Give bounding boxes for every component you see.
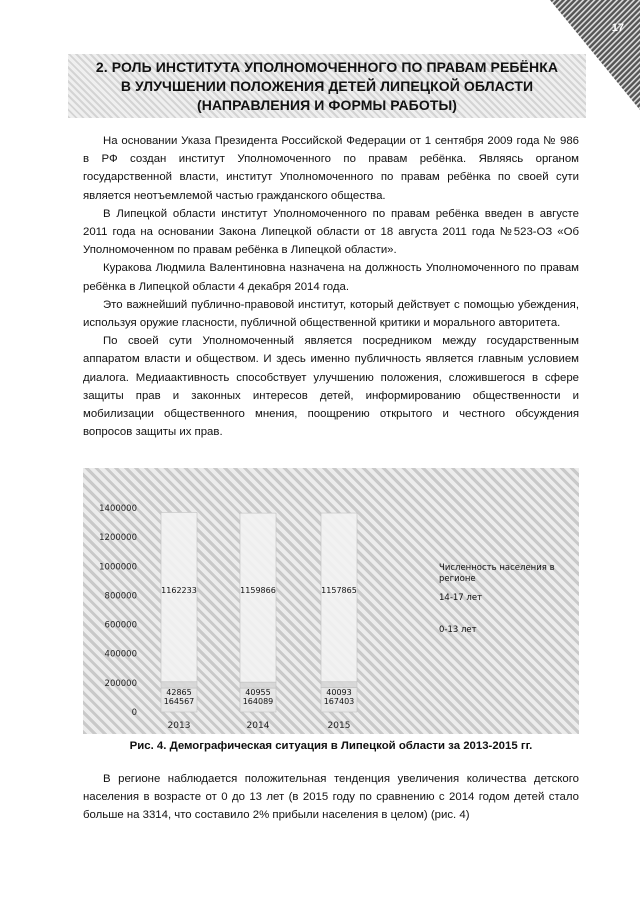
y-tick-label: 1200000	[99, 533, 137, 544]
y-tick-label: 400000	[104, 649, 137, 660]
y-tick-label: 600000	[104, 620, 137, 631]
title-line: В УЛУЧШЕНИИ ПОЛОЖЕНИЯ ДЕТЕЙ ЛИПЕЦКОЙ ОБЛАСТИ	[120, 77, 534, 94]
body-text-after	[83, 770, 579, 825]
y-tick-label: 200000	[104, 678, 137, 689]
paragraph: Это важнейший публично-правовой институт, который действует с помощью убеждения, используя оружие гласности, публичной общественной критики и морального авторитета.	[83, 298, 579, 330]
legend-label: Численность населения в	[439, 563, 555, 573]
bar-segment	[161, 512, 197, 681]
paragraph: По своей сути Уполномоченный является посредником между государственным аппаратом власти и обществом. И здесь именно публичность является главным условием диалога. Медиаактивность способствует улучшению положения, сложившегося в сфере защиты прав и законных интересов детей, информированию общественности и мобилизации общественного мнения, поощрению открытого и честного обсуждения вопросов защиты их прав.	[83, 335, 579, 439]
data-label: 1162233	[161, 586, 197, 595]
bar-segment	[321, 513, 357, 682]
chart-svg	[83, 468, 579, 734]
title-line: (НАПРАВЛЕНИЯ И ФОРМЫ РАБОТЫ)	[196, 96, 458, 113]
legend-label: 14-17 лет	[439, 593, 483, 603]
data-label: 164567	[163, 697, 195, 706]
figure-caption: Рис. 4. Демографическая ситуация в Липецкой области за 2013-2015 гг.	[129, 740, 533, 752]
body-text	[83, 132, 579, 441]
data-label: 167403	[323, 697, 355, 706]
title-line: 2. РОЛЬ ИНСТИТУТА УПОЛНОМОЧЕННОГО ПО ПРАВАМ РЕБЁНКА	[95, 58, 559, 75]
bar-segment	[321, 682, 357, 688]
data-label: 1159866	[240, 586, 276, 595]
x-tick-label: 2014	[246, 721, 270, 731]
demographics-chart	[83, 468, 579, 734]
y-tick-label: 0	[131, 708, 137, 718]
bar-segment	[240, 513, 276, 682]
x-tick-label: 2013	[167, 721, 191, 731]
data-label: 1157865	[321, 586, 357, 595]
legend-label: 0-13 лет	[439, 625, 477, 635]
paragraph: В регионе наблюдается положительная тенденция увеличения количества детского населения в возрасте от 0 до 13 лет (в 2015 году по сравнению с 2014 годом детей стало больше на 3314, что составило 2% прибыли населения в целом) (рис. 4)	[83, 773, 579, 822]
legend-label: регионе	[439, 574, 476, 584]
page-number: 17	[611, 22, 624, 34]
data-label: 164089	[242, 697, 274, 706]
data-label: 42865	[166, 688, 192, 697]
x-tick-label: 2015	[327, 721, 351, 731]
paragraph: Куракова Людмила Валентиновна назначена на должность Уполномоченного по правам ребёнка в Липецкой области 4 декабря 2014 года.	[83, 262, 579, 293]
paragraph: На основании Указа Президента Российской Федерации от 1 сентября 2009 года № 986 в РФ создан институт Уполномоченного по правам ребёнка. Являясь органом государственной власти, институт Уполномоченного по правам ребёнка по своей сути является неотъемлемой частью гражданского общества.	[83, 135, 579, 202]
section-title	[68, 54, 586, 118]
data-label: 40093	[326, 688, 352, 697]
data-label: 40955	[245, 688, 271, 697]
y-tick-label: 1400000	[99, 504, 137, 514]
paragraph: В Липецкой области институт Уполномоченного по правам ребёнка введен в августе 2011 года на основании Закона Липецкой области от 18 августа 2011 года №523-ОЗ «Об Уполномоченном по правам ребёнка в Липецкой области».	[83, 207, 579, 257]
y-tick-label: 1000000	[99, 562, 137, 573]
y-tick-label: 800000	[104, 591, 137, 602]
